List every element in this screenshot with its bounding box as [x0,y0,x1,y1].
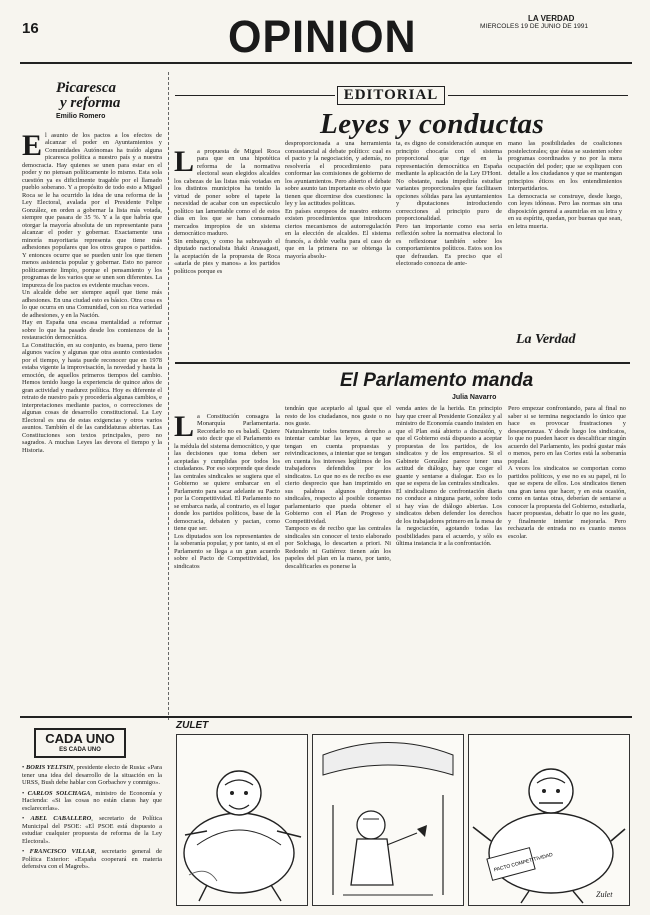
cartoon-caption: ZULET [176,720,209,731]
cada-uno-item: • ABEL CABALLERO, secretario de Política Municipal del PSOE: «El PSOE está dispuesto a estudiar cualquier propuesta de reforma de la Ley Electoral». [22,815,162,845]
parlamento-col1-text: a Constitución consagra la Monarquía Parlamentaria. Recordarlo no es baladí. Quiere esto decir que el Parlamento es la médula del sistema democrático, y que las decisiones que toma deben ser aceptadas y cumplidas por todos los ciudadanos. Por eso sorprende que desde las centrales sindicales se sugiera que el Gobierno se quiere embarcar en el Parlamento para sacar adelante su Pacto por la Competitividad. El Parlamento no se embarca nada, al contrario, es el lugar donde los partidos políticos, base de la democracia, debaten y pactan, como tiene que ser. Los diputados son los representantes de la soberanía popular, y por tanto, si en el Parlamento se llega a un gran acuerdo sobre el Pacto de Competitividad, los sindicatos [174,412,280,570]
editorial-headline: Leyes y conductas [320,108,545,140]
cada-uno-list [22,764,162,909]
section-title: OPINION [228,12,417,63]
parlamento-dropcap: L [174,409,195,443]
editorial-label: EDITORIAL [337,86,445,105]
editorial-label-rule [175,95,335,96]
editorial-label-rule-right [448,95,628,96]
parlamento-col2: tendrán que aceptarlo al igual que el resto de los ciudadanos, nos guste o no nos guste. Naturalmente todos tenemos derecho a intentar cambiar las leyes, a que se tengan en cuenta propuestas y reivindicaciones, a intentar que se tengan en cuenta los intereses legítimos de los trabajadores defendidos por los sindicatos. Lo que no es de recibo es ese cierto desprecio que han imprimido en sus palabras algunos dirigentes sindicales, respecto al posible consenso parlamentario que pueda obtener el Gobierno con el Plan de Progreso y Competitividad. Tampoco es de recibo que las centrales sindicales sin conocer el texto elaborado por Solchaga, lo descarten a priori. Ni Redondo ni Gutiérrez tienen aún los papeles del plan en la mano, por tanto, descalificarles es ponerse la [285,405,391,570]
column-author: Emilio Romero [56,113,106,120]
column-text: l asunto de los pactos a los efectos de alcanzar el poder en Ayuntamientos y Comunidades Autónomas ha traído alguna picaresca política a nuestro país y a nuestra democracia. Hay quienes se unen para estar en el poder y no piensan políticamente lo mismo. Esta sola cuestión ya es dificilmente tragable por el llamado pueblo soberano. Y a propósito de todo esto a Miguel Roca se le ha ocurrido la idea de una reforma de la Ley Electoral, avalada por el Presidente Felipe González, en orden a gobernar la lista más votada, siempre que pasara de 35 %. Y a la que habría que otorgar la mayoría absoluta de un representante para alcanzar el poder y gobernar. Exactamente una minoría mayoritaria representa que tiene más adhesiones populares que los otros grupos o partidos. Y entonces ocurre que se pueden unir los que tienen menos asistencia popular y gobernar. Esto no parece políticamente limpio, porque el pensamiento y los programas de los varios que se unen son diferentes. La impureza de los pactos es evidente muchas veces. Un alcalde debe ser siempre aquél que tiene más adhesiones. En una ciudad esto es básico. Otra cosa es lo que ocurra en una Comunidad, con su rica variedad de adhesiones, y en la Nación. Hay en España una escasa mentalidad a reformar sobre lo que ha pasado desde los comienzos de la restauración democrática. La Constitución, en su conjunto, es buena, pero tiene algunos vacíos y algunas que otra asunto contestados por el tiempo, y hasta puede reconocer que en 1978 estaba vigente la improvisación, la novedad y hasta la emoción, de aquellos primeros tiempos del cambio. Hemos tenido luego la experiencia de quince años de gran actividad y madurez política. Hoy es diferente el retrato de nuestro país y procedería algunas cambios, e interpretaciones mediante pactos, o correcciones de algunas cosas de desarrollo constitucional. La Ley Electoral es una de estas exigencias y otros varios asuntos. También el de las candidaturas abiertas. Las Constituciones son textos principales, pero no sagrados. A muchas Leyes las devora el tiempo y la Historia. [22,131,162,454]
cada-uno-subtitle: ES CADA UNO [59,747,101,753]
cartoon-figure-1 [177,735,307,905]
column-title-line1: Picaresca [56,80,116,96]
left-column-separator [168,72,169,720]
cartoon-figure-3 [469,735,629,905]
parlamento-col3: venda antes de la herida. En principio hay que creer al Presidente González y al ministro de Economía cuando insisten en que el Plan está abierto a discusión, y que el Gobierno está dispuesto a aceptar propuestas de los partidos, de los sindicatos y de los empresarios. Si el Gabinete González parece tener una actitud de diálogo, hay que coger el guante y sentarse a dialogar. Eso es lo que se espera de las centrales sindicales. El sindicalismo de confrontación diaria no conduce a ninguna parte, sobre todo si hay vías de diálogo abiertas. Los sindicatos deben defender los derechos de los trabajadores primero en la mesa de la negociación, agotando todas las posibilidades para el acuerdo, y sólo es última instancia ir a la confrontación. [396,405,502,547]
cartoon-panel-1 [176,734,308,906]
editorial-bottom-rule [175,362,630,364]
parlamento-col4: Pero empezar confrontando, para al final no saber si se termina negociando lo único que hace es provocar frustraciones y desesperanzas. Y desde luego los sindicatos, lo que no pueden hacer es descalificar ningún acuerdo del Parlamento, les podrá gustar más o menos, pero en las Cortes está la soberanía popular. A veces los sindicatos se comportan como partidos políticos, y ese no es su papel, ni lo que se espera de ellos. Los sindicatos tienen una gran tarea que hacer, y en esta ocasión, como en tantas otras, deberían de sentarse a conocer la propuesta del Gobierno, estudiarla, hacer propuestas, debatir lo que no les guste, y finalmente intentar mejorarla. Pero rechazarla de entrada no es cuanto menos escolar. [508,405,626,540]
cada-uno-title: CADA UNO [45,731,115,746]
editorial-signature: La Verdad [516,332,576,347]
editorial-col2: desproporcionada a una herramienta consustancial al debate político: cual es el pacto y la negociación, y además, no resolvería el procedimiento para conformar las comisiones de gobierno de los ayuntamientos. Pero abierto el debate sobre asunto tan importante es obvio que tienen que dicernirse dos cuestiones: la ley y las actitudes políticas. En países europeos de nuestro entorno existen procedimientos que introducen ciertos mecanismos de autorregulación en la elección de alcaldes. El sistema francés, a doble vuelta para el caso de que en la primera no se obtenga la mayoría absolu- [285,140,391,260]
cada-uno-item: • FRANCISCO VILLAR, secretario general de Política Exterior: «España cooperará en materia defensiva con el Magreb». [22,848,162,870]
newspaper-name: LA VERDAD [528,14,575,23]
cartoon-top-rule [20,716,632,718]
cartoon-figure-2 [313,735,463,905]
header-rule [20,62,632,64]
cada-uno-box [34,728,126,758]
editorial-dropcap: L [174,144,195,178]
cartoon-panel-2 [312,734,464,906]
editorial-col4: mano las posibilidades de coaliciones postelectorales; que éstas se sustenten sobre programas coordinados y no por la mera ocupación del poder; que se expliquen con detalle a los ciudadanos y que se mantengan principios éticos en los entendimientos interpartidarios. La democracia se construye, desde luego, con leyes idóneas. Pero las normas sin una disposición general a asumirlas en su letra y en su espíritu, quedan, por buenas que sean, en letra muerta. [508,140,622,230]
editorial-col1 [174,140,280,358]
page-number: 16 [22,20,39,37]
column-title-line2: y reforma [60,95,121,111]
cada-uno-item: • CARLOS SOLCHAGA, ministro de Economía y Hacienda: «Si las cosas no están claras hay que esclarecerlas». [22,789,162,812]
cartoon-sign-text: PACTO COMPETITIVIDAD [493,851,554,874]
editorial-col3: ta, es digno de consideración aunque en principio chocaría con el sistema proporcional que rige en la representación democrática en España mediante la aplicación de la Ley D'Hont. No obstante, nada impediría estudiar variantes proporcionales que facilitasen opciones sólidas para las ayuntamientos y diputaciones introduciendo correcciones al principio puro de proporcionalidad. Pero tan importante como esa seria reflexión sobre la normativa electoral lo es reflexionar también sobre los comportamientos políticos. Estos son los que defraudan. Es preciso que el electorado conozca de ante- [396,140,502,267]
column-body [22,124,162,709]
cada-uno-item: • BORIS YELTSIN, presidente electo de Rusia: «Para tener una idea del desarrollo de la situación en la URSS, Bush debe hablar con Gorbachov y conmigo». [22,764,162,786]
parlamento-author: Julia Navarro [452,394,497,401]
cartoon-signature: Zulet [596,890,613,899]
column-dropcap: E [22,128,43,162]
issue-date: MIERCOLES 19 DE JUNIO DE 1991 [480,23,589,30]
editorial-col1-text: a propuesta de Miguel Roca para que en una hipotética reforma de la normativa electoral sean elegidos alcaldes los cabezas de las listas más votadas en los distintos municipios ha tenido la virtud de poner sobre el tapete la necesidad de acabar con un espectáculo político tan lamentable como el de estos días en los que se han consumado mercados impropios de un sistema democrático maduro. Sin embargo, y como ha subrayado el diputado nacionalista Iñaki Anasagasti, la aceptación de la propuesta de Roca «atarla de pies y manos» a los partidos políticos porque es [174,147,280,275]
parlamento-headline: El Parlamento manda [340,370,534,391]
cartoon-panel-3 [468,734,630,906]
parlamento-col1 [174,405,280,705]
